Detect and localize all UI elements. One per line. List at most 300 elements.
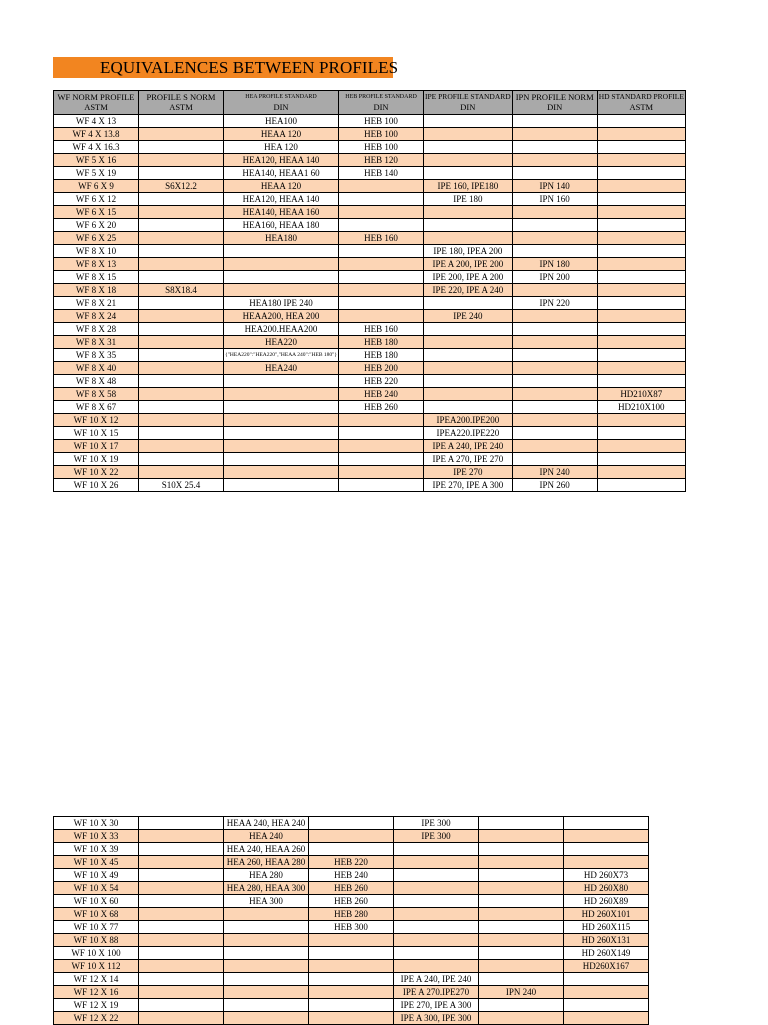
header-hea: HEA PROFILE STANDARD DIN bbox=[224, 91, 339, 115]
table-cell: IPE 300 bbox=[394, 830, 479, 843]
table-cell bbox=[512, 427, 597, 440]
table-row bbox=[54, 869, 649, 882]
table-cell bbox=[309, 999, 394, 1012]
table-cell: HEAA 120 bbox=[224, 128, 339, 141]
table-cell bbox=[597, 310, 685, 323]
table-cell: HEA 280, HEAA 300 bbox=[224, 882, 309, 895]
table-row bbox=[54, 323, 686, 336]
table-cell bbox=[139, 895, 224, 908]
table-cell: WF 8 X 40 bbox=[54, 362, 139, 375]
table-cell: HEB 300 bbox=[309, 921, 394, 934]
table-cell: WF 10 X 68 bbox=[54, 908, 139, 921]
table-row bbox=[54, 180, 686, 193]
table-cell bbox=[597, 128, 685, 141]
table-cell bbox=[224, 401, 339, 414]
table-row bbox=[54, 141, 686, 154]
table-row bbox=[54, 973, 649, 986]
table-cell: HD 260X89 bbox=[564, 895, 649, 908]
table-cell bbox=[479, 843, 564, 856]
table-cell bbox=[597, 297, 685, 310]
table-row bbox=[54, 830, 649, 843]
table-cell bbox=[564, 999, 649, 1012]
table-cell bbox=[597, 375, 685, 388]
table-cell bbox=[394, 869, 479, 882]
table-cell bbox=[339, 258, 424, 271]
table-cell: WF 8 X 28 bbox=[54, 323, 139, 336]
table-cell bbox=[424, 232, 513, 245]
table-cell bbox=[512, 310, 597, 323]
table-row bbox=[54, 947, 649, 960]
table-cell bbox=[597, 362, 685, 375]
table-cell bbox=[339, 427, 424, 440]
table-row bbox=[54, 375, 686, 388]
table-cell: IPN 200 bbox=[512, 271, 597, 284]
table-cell bbox=[139, 362, 224, 375]
table-cell: HD 260X80 bbox=[564, 882, 649, 895]
table-cell bbox=[479, 947, 564, 960]
table-cell: HEB 200 bbox=[339, 362, 424, 375]
table-cell bbox=[309, 817, 394, 830]
table-cell: IPEA220.IPE220 bbox=[424, 427, 513, 440]
table-cell bbox=[597, 232, 685, 245]
table-cell bbox=[224, 414, 339, 427]
table-cell: HEA180 IPE 240 bbox=[224, 297, 339, 310]
table-row bbox=[54, 206, 686, 219]
table-cell bbox=[139, 882, 224, 895]
table-cell bbox=[597, 154, 685, 167]
table-cell bbox=[512, 245, 597, 258]
table-cell bbox=[597, 414, 685, 427]
table-row bbox=[54, 817, 649, 830]
table-cell bbox=[564, 830, 649, 843]
table-cell: HEAA 240, HEA 240 bbox=[224, 817, 309, 830]
table-row bbox=[54, 336, 686, 349]
table-cell: S8X18.4 bbox=[139, 284, 224, 297]
table-cell bbox=[424, 349, 513, 362]
table-cell bbox=[309, 934, 394, 947]
table-cell bbox=[339, 193, 424, 206]
table-cell bbox=[139, 297, 224, 310]
table-cell: WF 10 X 88 bbox=[54, 934, 139, 947]
table-cell bbox=[424, 362, 513, 375]
table-cell bbox=[224, 947, 309, 960]
table-row bbox=[54, 349, 686, 362]
table-cell bbox=[139, 115, 224, 128]
table-cell bbox=[597, 453, 685, 466]
table-cell: HEB 260 bbox=[339, 401, 424, 414]
table-cell bbox=[394, 895, 479, 908]
table-row bbox=[54, 284, 686, 297]
table-cell bbox=[224, 375, 339, 388]
table-cell: HD 260X101 bbox=[564, 908, 649, 921]
table-cell bbox=[479, 921, 564, 934]
table-cell bbox=[224, 973, 309, 986]
table-cell: WF 10 X 22 bbox=[54, 466, 139, 479]
table-cell: HD260X167 bbox=[564, 960, 649, 973]
table-cell bbox=[564, 973, 649, 986]
header-ipe: IPE PROFILE STANDARD DIN bbox=[424, 91, 513, 115]
table-cell bbox=[394, 960, 479, 973]
table-cell: WF 8 X 67 bbox=[54, 401, 139, 414]
table-cell: HEB 140 bbox=[339, 167, 424, 180]
table-cell: WF 8 X 31 bbox=[54, 336, 139, 349]
table-cell: HEA 240, HEAA 260 bbox=[224, 843, 309, 856]
header-wf: WF NORM PROFILE ASTM bbox=[54, 91, 139, 115]
table-cell bbox=[339, 219, 424, 232]
table-cell: HEA240 bbox=[224, 362, 339, 375]
table-cell bbox=[512, 141, 597, 154]
table-cell bbox=[597, 284, 685, 297]
table-cell bbox=[394, 947, 479, 960]
table-cell bbox=[224, 934, 309, 947]
table-cell bbox=[309, 843, 394, 856]
table-cell bbox=[224, 466, 339, 479]
table-cell bbox=[339, 440, 424, 453]
table-row bbox=[54, 245, 686, 258]
table-cell bbox=[139, 1012, 224, 1025]
table-cell bbox=[139, 336, 224, 349]
table-cell: IPE 240 bbox=[424, 310, 513, 323]
table-row bbox=[54, 154, 686, 167]
table-cell bbox=[139, 830, 224, 843]
table-cell: WF 8 X 58 bbox=[54, 388, 139, 401]
table-cell bbox=[479, 908, 564, 921]
table-cell bbox=[479, 869, 564, 882]
table-cell bbox=[424, 219, 513, 232]
table-cell bbox=[224, 440, 339, 453]
table-cell: IPE 200, IPE A 200 bbox=[424, 271, 513, 284]
table-cell bbox=[479, 830, 564, 843]
table-cell bbox=[597, 219, 685, 232]
table-cell bbox=[139, 219, 224, 232]
table-cell: HEB 240 bbox=[339, 388, 424, 401]
table-cell: HEA 240 bbox=[224, 830, 309, 843]
table-cell: WF 8 X 24 bbox=[54, 310, 139, 323]
table-cell bbox=[139, 375, 224, 388]
table-cell: WF 10 X 17 bbox=[54, 440, 139, 453]
table-cell: WF 10 X 12 bbox=[54, 414, 139, 427]
table-cell: S6X12.2 bbox=[139, 180, 224, 193]
table-cell bbox=[597, 479, 685, 492]
table-cell bbox=[597, 206, 685, 219]
table-cell bbox=[224, 921, 309, 934]
table-cell: WF 12 X 16 bbox=[54, 986, 139, 999]
table-cell bbox=[224, 388, 339, 401]
table-cell bbox=[309, 947, 394, 960]
table-cell bbox=[512, 128, 597, 141]
table-cell bbox=[139, 999, 224, 1012]
table-cell bbox=[394, 908, 479, 921]
table-cell: WF 10 X 45 bbox=[54, 856, 139, 869]
table-cell bbox=[424, 128, 513, 141]
table-cell: HEA140, HEAA 160 bbox=[224, 206, 339, 219]
table-cell bbox=[139, 310, 224, 323]
table-cell bbox=[139, 869, 224, 882]
table-cell bbox=[424, 375, 513, 388]
table-cell bbox=[139, 193, 224, 206]
table-cell: HEA120, HEAA 140 bbox=[224, 154, 339, 167]
table-cell: HEB 100 bbox=[339, 115, 424, 128]
table-cell: HEA120, HEAA 140 bbox=[224, 193, 339, 206]
table-cell bbox=[564, 817, 649, 830]
table-cell: WF 8 X 18 bbox=[54, 284, 139, 297]
table-cell bbox=[139, 817, 224, 830]
table-cell: HEB 160 bbox=[339, 323, 424, 336]
table-cell bbox=[597, 141, 685, 154]
table-cell bbox=[597, 440, 685, 453]
table-cell bbox=[479, 973, 564, 986]
table-cell: IPE A 300, IPE 300 bbox=[394, 1012, 479, 1025]
table-cell bbox=[479, 817, 564, 830]
table-cell bbox=[224, 479, 339, 492]
table-cell bbox=[339, 453, 424, 466]
table-cell: WF 10 X 33 bbox=[54, 830, 139, 843]
table-cell: WF 12 X 22 bbox=[54, 1012, 139, 1025]
table-row bbox=[54, 908, 649, 921]
table-cell bbox=[394, 921, 479, 934]
table-cell bbox=[339, 414, 424, 427]
table-cell bbox=[224, 453, 339, 466]
table-row bbox=[54, 921, 649, 934]
table-cell bbox=[309, 830, 394, 843]
table-cell bbox=[597, 167, 685, 180]
table-row bbox=[54, 232, 686, 245]
table-row bbox=[54, 193, 686, 206]
table-cell bbox=[512, 453, 597, 466]
table-cell: IPE A 240, IPE 240 bbox=[394, 973, 479, 986]
table-cell: WF 6 X 15 bbox=[54, 206, 139, 219]
table-cell: IPE A 200, IPE 200 bbox=[424, 258, 513, 271]
table-row bbox=[54, 843, 649, 856]
table-cell: HEB 260 bbox=[309, 882, 394, 895]
table-cell bbox=[424, 388, 513, 401]
table-cell bbox=[597, 349, 685, 362]
table-cell: IPE 300 bbox=[394, 817, 479, 830]
table-cell bbox=[309, 1012, 394, 1025]
table-cell: WF 10 X 49 bbox=[54, 869, 139, 882]
table-cell bbox=[139, 232, 224, 245]
table-cell: WF 4 X 13 bbox=[54, 115, 139, 128]
table-cell: WF 8 X 13 bbox=[54, 258, 139, 271]
table-cell bbox=[424, 206, 513, 219]
table-cell: HEAA 120 bbox=[224, 180, 339, 193]
table-cell bbox=[512, 388, 597, 401]
table-cell bbox=[597, 245, 685, 258]
table-cell bbox=[479, 895, 564, 908]
page-title: EQUIVALENCES BETWEEN PROFILES bbox=[100, 58, 399, 77]
table-cell bbox=[394, 843, 479, 856]
table-cell bbox=[339, 206, 424, 219]
table-cell: HEB 120 bbox=[339, 154, 424, 167]
table-cell: HEA220 bbox=[224, 336, 339, 349]
table-row bbox=[54, 479, 686, 492]
table-cell bbox=[339, 479, 424, 492]
table-cell bbox=[512, 401, 597, 414]
table-cell bbox=[309, 973, 394, 986]
table-cell bbox=[564, 843, 649, 856]
table-row bbox=[54, 388, 686, 401]
table-cell: HEA 120 bbox=[224, 141, 339, 154]
table-cell: HD210X87 bbox=[597, 388, 685, 401]
table-cell bbox=[139, 206, 224, 219]
table-cell bbox=[139, 141, 224, 154]
table-cell bbox=[564, 986, 649, 999]
table-cell bbox=[512, 219, 597, 232]
table-cell bbox=[139, 414, 224, 427]
table-cell: WF 8 X 21 bbox=[54, 297, 139, 310]
table-cell: HEAA200, HEA 200 bbox=[224, 310, 339, 323]
table-cell bbox=[309, 960, 394, 973]
table-cell bbox=[424, 154, 513, 167]
table-row bbox=[54, 297, 686, 310]
table-cell bbox=[139, 349, 224, 362]
table-row bbox=[54, 856, 649, 869]
table-cell: HEA100 bbox=[224, 115, 339, 128]
table-cell: HEB 100 bbox=[339, 141, 424, 154]
table-cell bbox=[512, 349, 597, 362]
table-cell bbox=[224, 427, 339, 440]
table-cell bbox=[139, 973, 224, 986]
table-cell: IPE 270, IPE A 300 bbox=[394, 999, 479, 1012]
table-cell bbox=[224, 999, 309, 1012]
table-cell bbox=[597, 180, 685, 193]
table-cell: HEB 240 bbox=[309, 869, 394, 882]
table-cell bbox=[339, 271, 424, 284]
table-cell bbox=[139, 986, 224, 999]
table-cell: IPE 270 bbox=[424, 466, 513, 479]
header-heb: HEB PROFILE STANDARD DIN bbox=[339, 91, 424, 115]
table-cell bbox=[339, 180, 424, 193]
table-cell: HEB 280 bbox=[309, 908, 394, 921]
table-cell bbox=[479, 882, 564, 895]
table-cell bbox=[512, 336, 597, 349]
table-cell bbox=[512, 323, 597, 336]
header-hd: HD STANDARD PROFILE ASTM bbox=[597, 91, 685, 115]
table-cell bbox=[394, 934, 479, 947]
table-cell bbox=[139, 245, 224, 258]
table-cell: IPN 240 bbox=[512, 466, 597, 479]
table-cell: HEB 160 bbox=[339, 232, 424, 245]
table-cell bbox=[139, 388, 224, 401]
table-cell: WF 10 X 26 bbox=[54, 479, 139, 492]
table-cell bbox=[512, 375, 597, 388]
equivalence-table-2 bbox=[53, 816, 649, 1025]
table-cell: IPE 220, IPE A 240 bbox=[424, 284, 513, 297]
table-cell bbox=[564, 856, 649, 869]
header-ipn: IPN PROFILE NORM DIN bbox=[512, 91, 597, 115]
table-cell: HEB 180 bbox=[339, 349, 424, 362]
table-cell: IPE 180, IPEA 200 bbox=[424, 245, 513, 258]
table-cell bbox=[479, 999, 564, 1012]
table-cell bbox=[394, 882, 479, 895]
table-cell: HEA 300 bbox=[224, 895, 309, 908]
table-cell: {"HEA220":"HEA220","HEAA 240":"HEB 180"} bbox=[224, 349, 339, 362]
table-cell: WF 4 X 13.8 bbox=[54, 128, 139, 141]
table-cell bbox=[424, 167, 513, 180]
table-cell bbox=[597, 258, 685, 271]
table-cell: WF 5 X 19 bbox=[54, 167, 139, 180]
table-cell: WF 10 X 77 bbox=[54, 921, 139, 934]
table-cell bbox=[139, 128, 224, 141]
table-cell bbox=[424, 401, 513, 414]
table-cell bbox=[512, 414, 597, 427]
table-cell: WF 10 X 112 bbox=[54, 960, 139, 973]
table-cell bbox=[224, 245, 339, 258]
table-cell bbox=[512, 362, 597, 375]
table-cell: IPE 160, IPE180 bbox=[424, 180, 513, 193]
header-row bbox=[54, 91, 686, 115]
table-cell: IPN 160 bbox=[512, 193, 597, 206]
table-row bbox=[54, 219, 686, 232]
table-cell: WF 10 X 60 bbox=[54, 895, 139, 908]
table-cell bbox=[512, 115, 597, 128]
table-cell bbox=[479, 1012, 564, 1025]
table-row bbox=[54, 414, 686, 427]
table-cell: WF 12 X 14 bbox=[54, 973, 139, 986]
table-cell bbox=[139, 453, 224, 466]
table-row bbox=[54, 440, 686, 453]
table-cell: HEB 260 bbox=[309, 895, 394, 908]
table-cell: IPE A 270.IPE270 bbox=[394, 986, 479, 999]
table-cell bbox=[339, 284, 424, 297]
table-cell bbox=[139, 960, 224, 973]
table-cell: IPN 220 bbox=[512, 297, 597, 310]
table-cell bbox=[224, 908, 309, 921]
table-cell bbox=[139, 323, 224, 336]
table-row bbox=[54, 934, 649, 947]
table-cell bbox=[139, 401, 224, 414]
table-cell: IPN 180 bbox=[512, 258, 597, 271]
table-cell bbox=[597, 427, 685, 440]
table-cell: WF 10 X 19 bbox=[54, 453, 139, 466]
table-cell bbox=[424, 141, 513, 154]
table-cell: WF 6 X 9 bbox=[54, 180, 139, 193]
table-cell: WF 10 X 54 bbox=[54, 882, 139, 895]
table-row bbox=[54, 427, 686, 440]
table-cell bbox=[139, 167, 224, 180]
table-cell: HEA180 bbox=[224, 232, 339, 245]
table-cell: HEA 280 bbox=[224, 869, 309, 882]
table-cell: IPN 260 bbox=[512, 479, 597, 492]
table-cell bbox=[512, 284, 597, 297]
table-row bbox=[54, 115, 686, 128]
table-row bbox=[54, 960, 649, 973]
table-cell bbox=[597, 115, 685, 128]
table-row bbox=[54, 1012, 649, 1025]
table-cell bbox=[139, 856, 224, 869]
table-cell bbox=[224, 284, 339, 297]
table-cell bbox=[224, 986, 309, 999]
table-cell: WF 8 X 35 bbox=[54, 349, 139, 362]
table-cell: WF 8 X 10 bbox=[54, 245, 139, 258]
table-cell bbox=[424, 323, 513, 336]
table-cell bbox=[424, 115, 513, 128]
table-cell bbox=[139, 843, 224, 856]
table-row bbox=[54, 401, 686, 414]
table-cell: IPE A 240, IPE 240 bbox=[424, 440, 513, 453]
table-cell: HEB 100 bbox=[339, 128, 424, 141]
table-row bbox=[54, 258, 686, 271]
table-cell: HD 260X131 bbox=[564, 934, 649, 947]
table-cell: IPE A 270, IPE 270 bbox=[424, 453, 513, 466]
table-cell bbox=[139, 921, 224, 934]
table-cell bbox=[512, 440, 597, 453]
table-cell: WF 10 X 15 bbox=[54, 427, 139, 440]
table-row bbox=[54, 167, 686, 180]
table-cell bbox=[512, 167, 597, 180]
table-row bbox=[54, 986, 649, 999]
table-cell bbox=[479, 856, 564, 869]
